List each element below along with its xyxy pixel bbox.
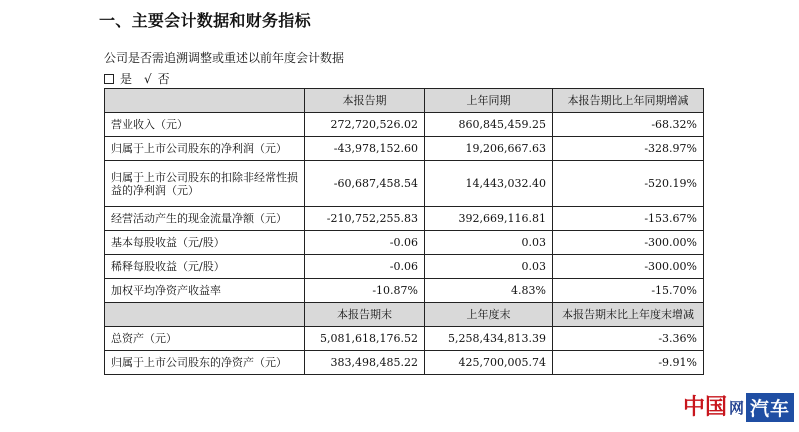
row-label: 归属于上市公司股东的净资产（元） bbox=[105, 351, 305, 375]
section-title: 一、主要会计数据和财务指标 bbox=[99, 11, 311, 30]
change-value: -300.00% bbox=[553, 231, 704, 255]
table-row bbox=[105, 231, 704, 255]
table-row bbox=[105, 161, 704, 207]
watermark-car: 汽车 bbox=[746, 393, 794, 422]
change-value: -153.67% bbox=[553, 207, 704, 231]
current-value: 272,720,526.02 bbox=[305, 113, 425, 137]
current-value: -0.06 bbox=[305, 231, 425, 255]
change-value: -328.97% bbox=[553, 137, 704, 161]
header-cell bbox=[105, 303, 305, 327]
prior-value: 392,669,116.81 bbox=[425, 207, 553, 231]
table-header-row bbox=[105, 89, 704, 113]
table-row bbox=[105, 327, 704, 351]
row-label: 归属于上市公司股东的净利润（元） bbox=[105, 137, 305, 161]
prior-value: 860,845,459.25 bbox=[425, 113, 553, 137]
header-cell: 本报告期 bbox=[305, 89, 425, 113]
row-label: 营业收入（元） bbox=[105, 113, 305, 137]
prior-value: 425,700,005.74 bbox=[425, 351, 553, 375]
table-row bbox=[105, 207, 704, 231]
current-value: 383,498,485.22 bbox=[305, 351, 425, 375]
header-cell bbox=[105, 89, 305, 113]
restatement-question: 公司是否需追溯调整或重述以前年度会计数据 bbox=[104, 51, 345, 65]
current-value: -0.06 bbox=[305, 255, 425, 279]
change-value: -3.36% bbox=[553, 327, 704, 351]
prior-value: 14,443,032.40 bbox=[425, 161, 553, 207]
current-value: -60,687,458.54 bbox=[305, 161, 425, 207]
row-label: 总资产（元） bbox=[105, 327, 305, 351]
header-cell: 本报告期末比上年度末增减 bbox=[553, 303, 704, 327]
prior-value: 5,258,434,813.39 bbox=[425, 327, 553, 351]
prior-value: 19,206,667.63 bbox=[425, 137, 553, 161]
prior-value: 4.83% bbox=[425, 279, 553, 303]
row-label: 归属于上市公司股东的扣除非经常性损益的净利润（元） bbox=[105, 161, 305, 207]
check-mark-icon: √ bbox=[144, 71, 152, 86]
table-row bbox=[105, 113, 704, 137]
header-cell: 本报告期比上年同期增减 bbox=[553, 89, 704, 113]
header-cell: 上年度末 bbox=[425, 303, 553, 327]
row-label: 加权平均净资产收益率 bbox=[105, 279, 305, 303]
change-value: -15.70% bbox=[553, 279, 704, 303]
table-row bbox=[105, 351, 704, 375]
header-cell: 本报告期末 bbox=[305, 303, 425, 327]
financial-data-table bbox=[104, 88, 704, 375]
yes-label: 是 bbox=[120, 72, 133, 86]
current-value: 5,081,618,176.52 bbox=[305, 327, 425, 351]
site-watermark-logo bbox=[683, 390, 795, 424]
current-value: -210,752,255.83 bbox=[305, 207, 425, 231]
prior-value: 0.03 bbox=[425, 255, 553, 279]
prior-value: 0.03 bbox=[425, 231, 553, 255]
watermark-net: 网 bbox=[729, 398, 745, 417]
row-label: 经营活动产生的现金流量净额（元） bbox=[105, 207, 305, 231]
table-header-row bbox=[105, 303, 704, 327]
restatement-choice bbox=[104, 70, 170, 87]
change-value: -520.19% bbox=[553, 161, 704, 207]
watermark-mark: 中国 bbox=[683, 394, 728, 420]
row-label: 基本每股收益（元/股） bbox=[105, 231, 305, 255]
change-value: -300.00% bbox=[553, 255, 704, 279]
current-value: -43,978,152.60 bbox=[305, 137, 425, 161]
current-value: -10.87% bbox=[305, 279, 425, 303]
checkbox-icon bbox=[104, 74, 114, 84]
table-row bbox=[105, 279, 704, 303]
row-label: 稀释每股收益（元/股） bbox=[105, 255, 305, 279]
table-row bbox=[105, 255, 704, 279]
no-label: 否 bbox=[157, 72, 170, 86]
header-cell: 上年同期 bbox=[425, 89, 553, 113]
change-value: -9.91% bbox=[553, 351, 704, 375]
change-value: -68.32% bbox=[553, 113, 704, 137]
table-row bbox=[105, 137, 704, 161]
